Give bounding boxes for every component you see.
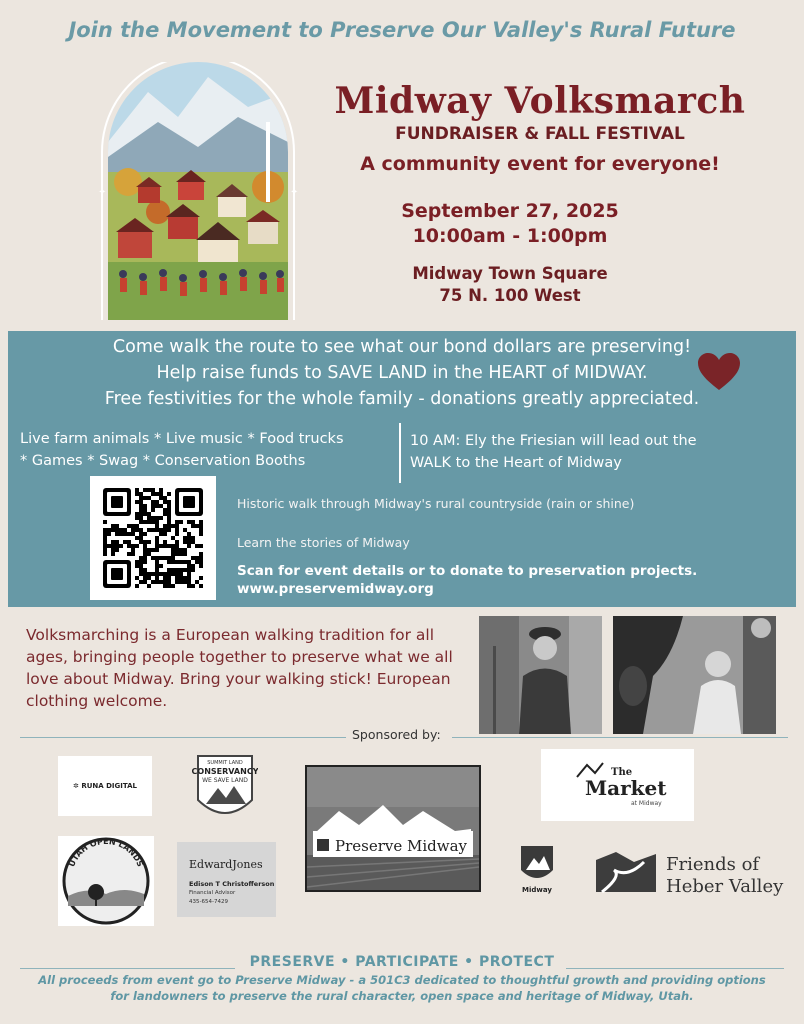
utah-open-lands-logo <box>58 836 154 926</box>
walk-info <box>410 430 770 474</box>
summit-top-text: SUMMIT LAND <box>207 760 243 766</box>
footer-note: All proceeds from event go to Preserve Midway - a 501C3 dedicated to thoughtful growth and providing options for landowners to preserve the rural character, open space and heritage of Midway, Utah. <box>38 973 766 1003</box>
edward-jones-advisor: Edison T Christofferson <box>189 880 275 888</box>
heart-icon <box>696 352 742 392</box>
qr-code-graphic <box>90 476 216 600</box>
venue-address: 75 N. 100 West <box>439 286 581 305</box>
event-venue <box>330 263 690 307</box>
midway-city-text: Midway <box>522 886 552 894</box>
band-line-2: Help raise funds to SAVE LAND in the HEART of MIDWAY. <box>156 363 648 383</box>
scan-text: Scan for event details or to donate to preservation projects. <box>237 563 698 579</box>
event-subtitle: FUNDRAISER & FALL FESTIVAL <box>395 124 685 144</box>
market-sub-text: at Midway <box>631 800 662 807</box>
preserve-midway-text: Preserve Midway <box>335 837 468 855</box>
edward-jones-phone: 435-654-7429 <box>189 899 228 905</box>
runa-digital-logo <box>58 756 152 816</box>
event-datetime <box>330 199 690 249</box>
sponsor-rule-left <box>20 737 346 738</box>
historic-walk-text: Historic walk through Midway's rural countryside (rain or shine) <box>237 496 635 511</box>
footer-rule-right <box>566 968 784 969</box>
community-text: A community event for everyone! <box>360 153 720 175</box>
market-graphic <box>541 749 694 821</box>
friends-line-1: Friends of <box>666 854 760 875</box>
band-line-3: Free festivities for the whole family - donations greatly appreciated. <box>104 389 700 409</box>
friends-of-heber-valley-logo <box>594 848 784 898</box>
band-line-1: Come walk the route to see what our bond dollars are preserving! <box>112 337 692 357</box>
features-line-1: Live farm animals * Live music * Food trucks <box>20 431 344 447</box>
scan-info <box>237 562 697 598</box>
friends-line-2: Heber Valley <box>666 876 784 897</box>
website-link[interactable]: www.preservemidway.org <box>237 581 434 597</box>
friends-graphic <box>594 848 784 898</box>
event-title: Midway Volksmarch <box>334 80 746 122</box>
volksmarch-description: Volksmarching is a European walking tradition for all ages, bringing people together to preserve what we all love about Midway. Bring your walking stick! European clothing welcome. <box>26 626 453 710</box>
walk-line-2: WALK to the Heart of Midway <box>410 455 622 471</box>
edward-jones-logo <box>177 842 276 917</box>
preserve-midway-graphic <box>307 767 479 890</box>
edward-jones-title: Financial Advisor <box>189 890 236 896</box>
man-photo <box>479 616 602 734</box>
svg-text:✦: ✦ <box>98 187 107 198</box>
event-date: September 27, 2025 <box>401 200 619 222</box>
features-line-2: * Games * Swag * Conservation Booths <box>20 453 306 469</box>
tagline: Join the Movement to Preserve Our Valley's Rural Future <box>68 18 736 42</box>
learn-stories-text: Learn the stories of Midway <box>237 535 410 550</box>
sponsor-rule-right <box>452 737 788 738</box>
utah-open-lands-text: UTAH OPEN LANDS <box>67 837 145 869</box>
runa-digital-name: RUNA DIGITAL <box>81 782 137 790</box>
market-main-text: Market <box>585 776 667 800</box>
qr-code[interactable] <box>90 476 216 600</box>
band-divider <box>399 423 401 483</box>
summit-land-conservancy-logo <box>192 752 258 826</box>
runa-digital-text: ✲ RUNA DIGITAL <box>73 782 137 790</box>
preserve-midway-logo <box>305 765 481 892</box>
sponsored-by-label: Sponsored by: <box>352 727 441 742</box>
summit-main-text: CONSERVANCY <box>192 767 258 776</box>
summit-sub-text: WE SAVE LAND <box>202 777 248 784</box>
market-the-text: The <box>611 767 633 778</box>
horse-and-girl-photo <box>613 616 776 734</box>
footer-rule-left <box>20 968 235 969</box>
footer-motto: PRESERVE • PARTICIPATE • PROTECT <box>249 954 555 970</box>
svg-text:✦: ✦ <box>290 187 298 198</box>
midway-city-logo <box>517 844 557 894</box>
event-time: 10:00am - 1:00pm <box>412 225 608 247</box>
edward-jones-brand: EdwardJones <box>189 858 263 871</box>
village-illustration <box>98 62 298 320</box>
band-headline <box>8 334 796 412</box>
walk-line-1: 10 AM: Ely the Friesian will lead out the <box>410 433 697 449</box>
festival-features <box>20 428 395 472</box>
market-at-midway-logo <box>541 749 694 821</box>
venue-name: Midway Town Square <box>412 264 608 283</box>
